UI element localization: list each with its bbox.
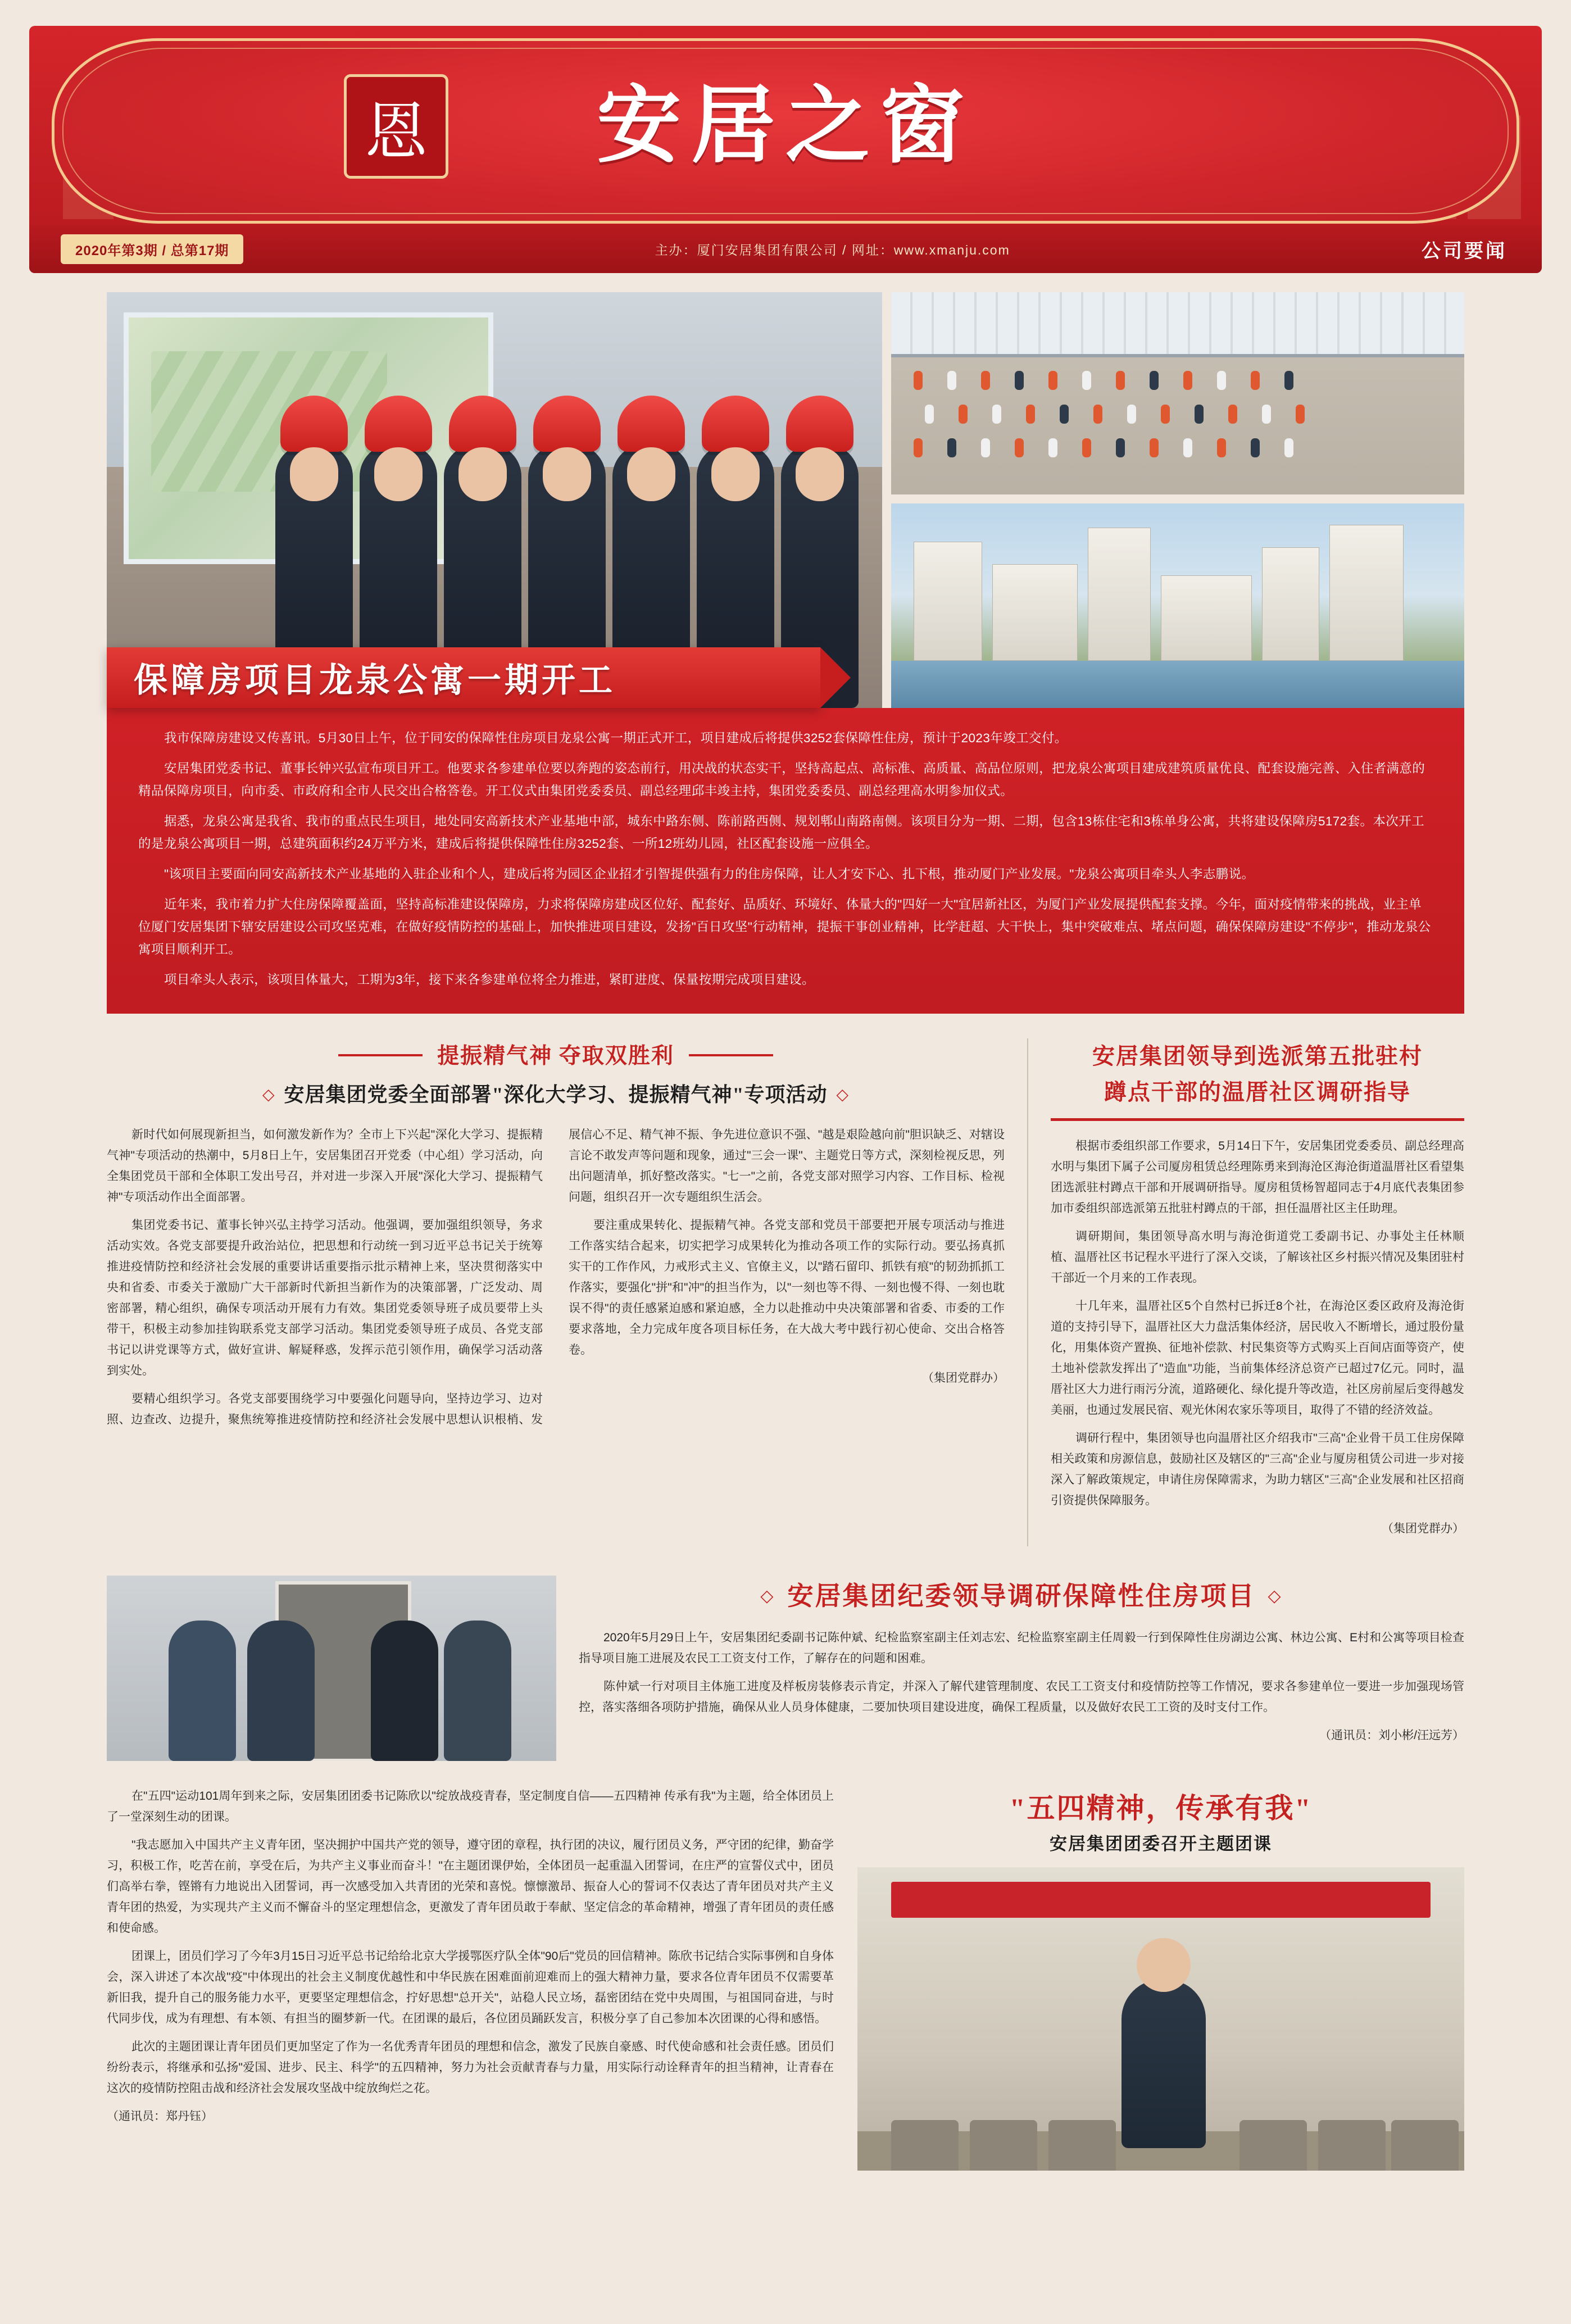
photo-ceremony-crowd <box>891 292 1464 494</box>
masthead <box>29 26 1542 273</box>
diamond-icon: ◇ <box>1268 1587 1283 1605</box>
byline: （集团党群办） <box>1382 1522 1464 1535</box>
paragraph: 要精心组织学习。各党支部要围绕学习中要强化问题导向，坚持边学习、边对照、边查改、边提升，聚焦统筹推进疫情防控和经济社会发展中思想认识根梢、发展信心不足、精气神不振、争先进位意识不强、"越是艰险越向前"胆识缺乏、对辖设言论不敢发声等问题和现象，通过"三会一课"、主题党日等方式，深刻检视反思，列出问题清单，抓好整改落实。"七一"之前，各党支部对照学习内容、工作目标、检视问题，组织召开一次专题组织生活会。 <box>107 1128 1005 1426</box>
main-columns <box>107 1038 1464 1546</box>
paragraph: 在"五四"运动101周年到来之际，安居集团团委书记陈欣以"绽放战疫青春，坚定制度自信——五四精神 传承有我"为主题，给全体团员上了一堂深刻生动的团课。 <box>107 1790 834 1823</box>
hero-photo-group <box>107 292 1464 708</box>
article-village-research <box>1028 1038 1464 1546</box>
diamond-icon: ◇ <box>836 1086 850 1104</box>
right-headline-line1: 安居集团领导到选派第五批驻村 <box>1092 1043 1423 1069</box>
hero-right <box>891 292 1464 708</box>
discipline-text-block <box>579 1576 1464 1761</box>
paragraph: 根据市委组织部工作要求，5月14日下午，安居集团党委委员、副总经理高水明与集团下属子公司厦房租赁总经理陈勇来到海沧区海沧街道温厝社区看望集团选派驻村蹲点干部和开展调研指导。厦房租赁杨智超同志于4月底代表集团参加市委组织部选派第五批驻村蹲点的干部，担任温厝社区主任助理。 <box>1051 1140 1464 1215</box>
discipline-headline <box>579 1576 1464 1613</box>
red-banner <box>891 1882 1431 1918</box>
seal-icon: 恩 <box>344 74 448 179</box>
hero-article-body <box>107 708 1464 1014</box>
diamond-icon: ◇ <box>760 1587 775 1605</box>
hero-headline: 保障房项目龙泉公寓一期开工 <box>134 662 616 699</box>
left-main-headline <box>107 1079 1005 1107</box>
byline: （通讯员：郑丹钰） <box>107 2110 213 2123</box>
right-headline-line2: 蹲点干部的温厝社区调研指导 <box>1104 1079 1411 1105</box>
hero-paragraph: 据悉，龙泉公寓是我省、我市的重点民生项目，地处同安高新技术产业基地中部，城东中路东侧、陈前路西侧、规划郫山南路南侧。该项目分为一期、二期，包含13栋住宅和3栋单身公寓，共将建设保障房5172套。本次开工的是龙泉公寓项目一期，总建筑面积约24万平方米，建成后将提供保障性住房3252套、一所12班幼儿园，社区配套设施一应俱全。 <box>138 814 1424 851</box>
paragraph: 要注重成果转化、提振精气神。各党支部和党员干部要把开展专项活动与推进工作落实结合起来，切实把学习成果转化为推动各项工作的实际行动。要弘扬真抓实干的工作作风，力戒形式主义、官僚主义，以"踏石留印、抓铁有痕"的韧劲抓抓工作落实，要强化"拼"和"冲"的担当作为，以"一刻也等不得、一刻也慢不得、一刻也耽误不得"的责任感紧迫感和紧迫感，全力以赴推动中央决策部署和省委、市委的工作要求落地，全力完成年度各项目标任务，在大战大考中践行初心使命、交出合格答卷。 <box>569 1219 1005 1356</box>
section-may-fourth <box>107 1786 1464 2171</box>
discipline-body <box>579 1627 1464 1746</box>
photo-site-inspection <box>107 1576 556 1761</box>
byline: （集团党群办） <box>922 1372 1005 1385</box>
paragraph: 新时代如何展现新担当，如何激发新作为？全市上下兴起"深化大学习、提振精气神"专项活动的热潮中，5月8日上午，安居集团召开党委（中心组）学习活动，向全集团党员干部和全体职工发出号召，并对进一步深入开展"深化大学习、提振精气神"专项活动作出全面部署。 <box>107 1128 543 1204</box>
may4-subheadline: 安居集团团委召开主题团课 <box>1050 1834 1272 1854</box>
section-discipline-inspection <box>107 1576 1464 1761</box>
paragraph: 集团党委书记、董事长钟兴弘主持学习活动。他强调，要加强组织领导，务求活动实效。各党支部要提升政治站位，把思想和行动统一到习近平总书记关于统筹推进疫情防控和经济社会发展的重要讲话重要指示批示精神上来，坚决贯彻落实中央和省委、市委关于激励广大干部新时代新担当新作为的决策部署，广泛发动、周密部署，精心组织，确保专项活动开展有力有效。集团党委领导班子成员要带上头带干，积极主动参加挂钩联系党支部学习活动。集团党委领导班子成员、各党支部书记以讲党课等方式，做好宣讲、解疑释惑，发挥示范引领作用，确保学习活动落到实处。 <box>107 1219 543 1377</box>
may4-headline-block <box>857 1786 1464 1855</box>
divider <box>1051 1118 1464 1121</box>
hero-headline-banner <box>107 647 820 708</box>
paper-title: 安居之窗 <box>596 80 974 173</box>
left-headline-block <box>107 1038 1005 1107</box>
discipline-headline-text: 安居集团纪委领导调研保障性住房项目 <box>787 1582 1256 1610</box>
hero-paragraph: "该项目主要面向同安高新技术产业基地的入驻企业和个人，建成后将为园区企业招才引智提供强有力的住房保障，让人才安下心、扎下根，推动厦门产业发展。"龙泉公寓项目牵头人李志鹏说。 <box>164 867 1255 881</box>
left-main-headline-text: 安居集团党委全面部署"深化大学习、提振精气神"专项活动 <box>284 1083 828 1106</box>
photo-youth-league-class <box>857 1867 1464 2171</box>
left-sub-headline: 提振精气神 夺取双胜利 <box>437 1038 674 1070</box>
photo-residential-towers <box>891 503 1464 708</box>
publisher-line: 主办：厦门安居集团有限公司 / 网址：www.xmanju.com <box>655 242 1010 257</box>
diamond-icon: ◇ <box>262 1086 275 1104</box>
hero-paragraph: 项目牵头人表示，该项目体量大，工期为3年，接下来各参建单位将全力推进，紧盯进度、保量按期完成项目建设。 <box>164 973 815 987</box>
waterfront <box>891 661 1464 708</box>
paragraph: 调研行程中，集团领导也向温厝社区介绍我市"三高"企业骨干员工住房保障相关政策和房源信息，鼓励社区及辖区的"三高"企业与厦房租赁公司进一步对接深入了解政策规定，申请住房保障需求，为助力辖区"三高"企业发展和社区招商引资提供保障服务。 <box>1051 1432 1464 1507</box>
may4-side <box>857 1786 1464 2171</box>
byline: （通讯员：刘小彬/汪远芳） <box>1319 1729 1464 1742</box>
section-label: 公司要闻 <box>1422 240 1507 262</box>
right-article-body <box>1051 1136 1464 1539</box>
paragraph: 调研期间，集团领导高水明与海沧街道党工委副书记、办事处主任林顺植、温厝社区书记程水平进行了深入交谈，了解该社区乡村振兴情况及集团驻村干部近一个月来的工作表现。 <box>1051 1230 1464 1284</box>
paragraph: 团课上，团员们学习了今年3月15日习近平总书记给给北京大学援鄂医疗队全体"90后"党员的回信精神。陈欣书记结合实际事例和自身体会，深入讲述了本次战"疫"中体现出的社会主义制度优越性和中华民族在困难面前迎难而上的强大精神力量，要求各位青年团员不仅需要革新旧我，提升自己的服务能力水平，更要坚定理想信念，拧好思想"总开关"，站稳人民立场，磊密团结在党中央周围，与祖国同奋进，与时代同步伐，成为有理想、有本领、有担当的圈梦新一代。在团课的最后，各位团员踊跃发言，积极分享了自己参加本次团课的心得和感悟。 <box>107 1950 834 2025</box>
hero-paragraph: 安居集团党委书记、董事长钟兴弘宣布项目开工。他要求各参建单位要以奔跑的姿态前行，用决战的状态实干，坚持高起点、高标准、高质量、高品位原则，把龙泉公寓项目建成建筑质量优良、配套设施完善、入住者满意的精品保障房项目，向市委、市政府和全市人民交出合格答卷。开工仪式由集团党委委员、副总经理邱丰竣主持，集团党委委员、副总经理高水明参加仪式。 <box>138 761 1425 798</box>
paragraph: 十几年来，温厝社区5个自然村已拆迁8个社，在海沧区委区政府及海沧街道的支持引导下，温厝社区大力盘活集体经济，居民收入不断增长，通过股份量化，用集体资产置换、征地补偿款、村民集资等方式购买上百间店面等资产，使土地补偿款发挥出了"造血"功能，当前集体经济总资产已超过7亿元。同时，温厝社区大力进行雨污分流，道路硬化、绿化提升等改造，社区房前屋后变得越发美丽，也通过发展民宿、观光休闲农家乐等项目，取得了不错的经济效益。 <box>1051 1300 1464 1417</box>
issue-badge: 2020年第3期 / 总第17期 <box>61 234 243 264</box>
crowd-rows <box>914 371 1442 481</box>
paragraph: "我志愿加入中国共产主义青年团，坚决拥护中国共产党的领导，遵守团的章程，执行团的决议，履行团员义务，严守团的纪律，勤奋学习，积极工作，吃苦在前，享受在后，为共产主义事业而奋斗！"在主题团课伊始，全体团员一起重温入团誓词，在庄严的宣誓仪式中，团员们高举右拳，铿锵有力地说出入团誓词，再一次感受加入共青团的光荣和喜悦。懔懔激昂、振奋人心的誓词不仅表达了青年团员对共产主义青年团的热爱，为实现共产主义而不懈奋斗的坚定理想信念，更激发了青年团员敢于奉献、坚定信念的革命精神，增强了青年团员的责任感和使命感。 <box>107 1839 834 1935</box>
hero-paragraph: 近年来，我市着力扩大住房保障覆盖面，坚持高标准建设保障房，力求将保障房建成区位好、配套好、品质好、环境好、体量大的"四好一大"宜居新社区，为厦门产业发展提供配套支撑。今年，面对疫情带来的挑战，业主单位厦门安居集团下辖安居建设公司攻坚克难，在做好疫情防控的基础上，加快推进项目建设，发扬"百日攻坚"行动精神，提振干事创业精神，比学赶超、大干快上，集中突破难点、堵点问题，确保保障房建设"不停步"，推动龙泉公寓项目顺利开工。 <box>138 897 1431 956</box>
speaker-figure <box>1122 1980 1206 2148</box>
hero-left <box>107 292 882 708</box>
site-fence <box>891 292 1464 357</box>
hero-paragraph: 我市保障房建设又传喜讯。5月30日上午，位于同安的保障性住房项目龙泉公寓一期正式开工，项目建成后将提供3252套保障性住房，预计于2023年竣工交付。 <box>164 731 1068 745</box>
article-party-study <box>107 1038 1028 1546</box>
masthead-bar <box>29 225 1542 273</box>
photo-groundbreaking-inspection <box>107 292 882 708</box>
paragraph: 陈仲斌一行对项目主体施工进度及样板房装修表示肯定，并深入了解代建管理制度、农民工工资支付和疫情防控等工作情况，要求各参建单位一要进一步加强现场管控，落实落细各项防护措施，确保从业人员身体健康，二要加快项目建设进度，确保工程质量，以及做好农民工工资的及时支付工作。 <box>579 1680 1464 1714</box>
left-article-body <box>107 1124 1005 1430</box>
may4-headline: "五四精神，传承有我" <box>1009 1792 1313 1824</box>
paragraph: 2020年5月29日上午，安居集团纪委副书记陈仲斌、纪检监察室副主任刘志宏、纪检监察室副主任周毅一行到保障性住房湖边公寓、林边公寓、E村和公寓等项目检查指导项目施工进展及农民工工资支付工作，了解存在的问题和困难。 <box>579 1631 1464 1665</box>
may4-body <box>107 1786 834 2171</box>
paragraph: 此次的主题团课让青年团员们更加坚定了作为一名优秀青年团员的理想和信念，激发了民族自豪感、时代使命感和社会责任感。团员们纷纷表示，将继承和弘扬"爱国、进步、民主、科学"的五四精神，努力为社会贡献青春与力量，用实际行动诠释青年的担当精神，让青春在这次的疫情防控阻击战和经济社会发展攻坚战中绽放绚烂之花。 <box>107 2040 834 2095</box>
